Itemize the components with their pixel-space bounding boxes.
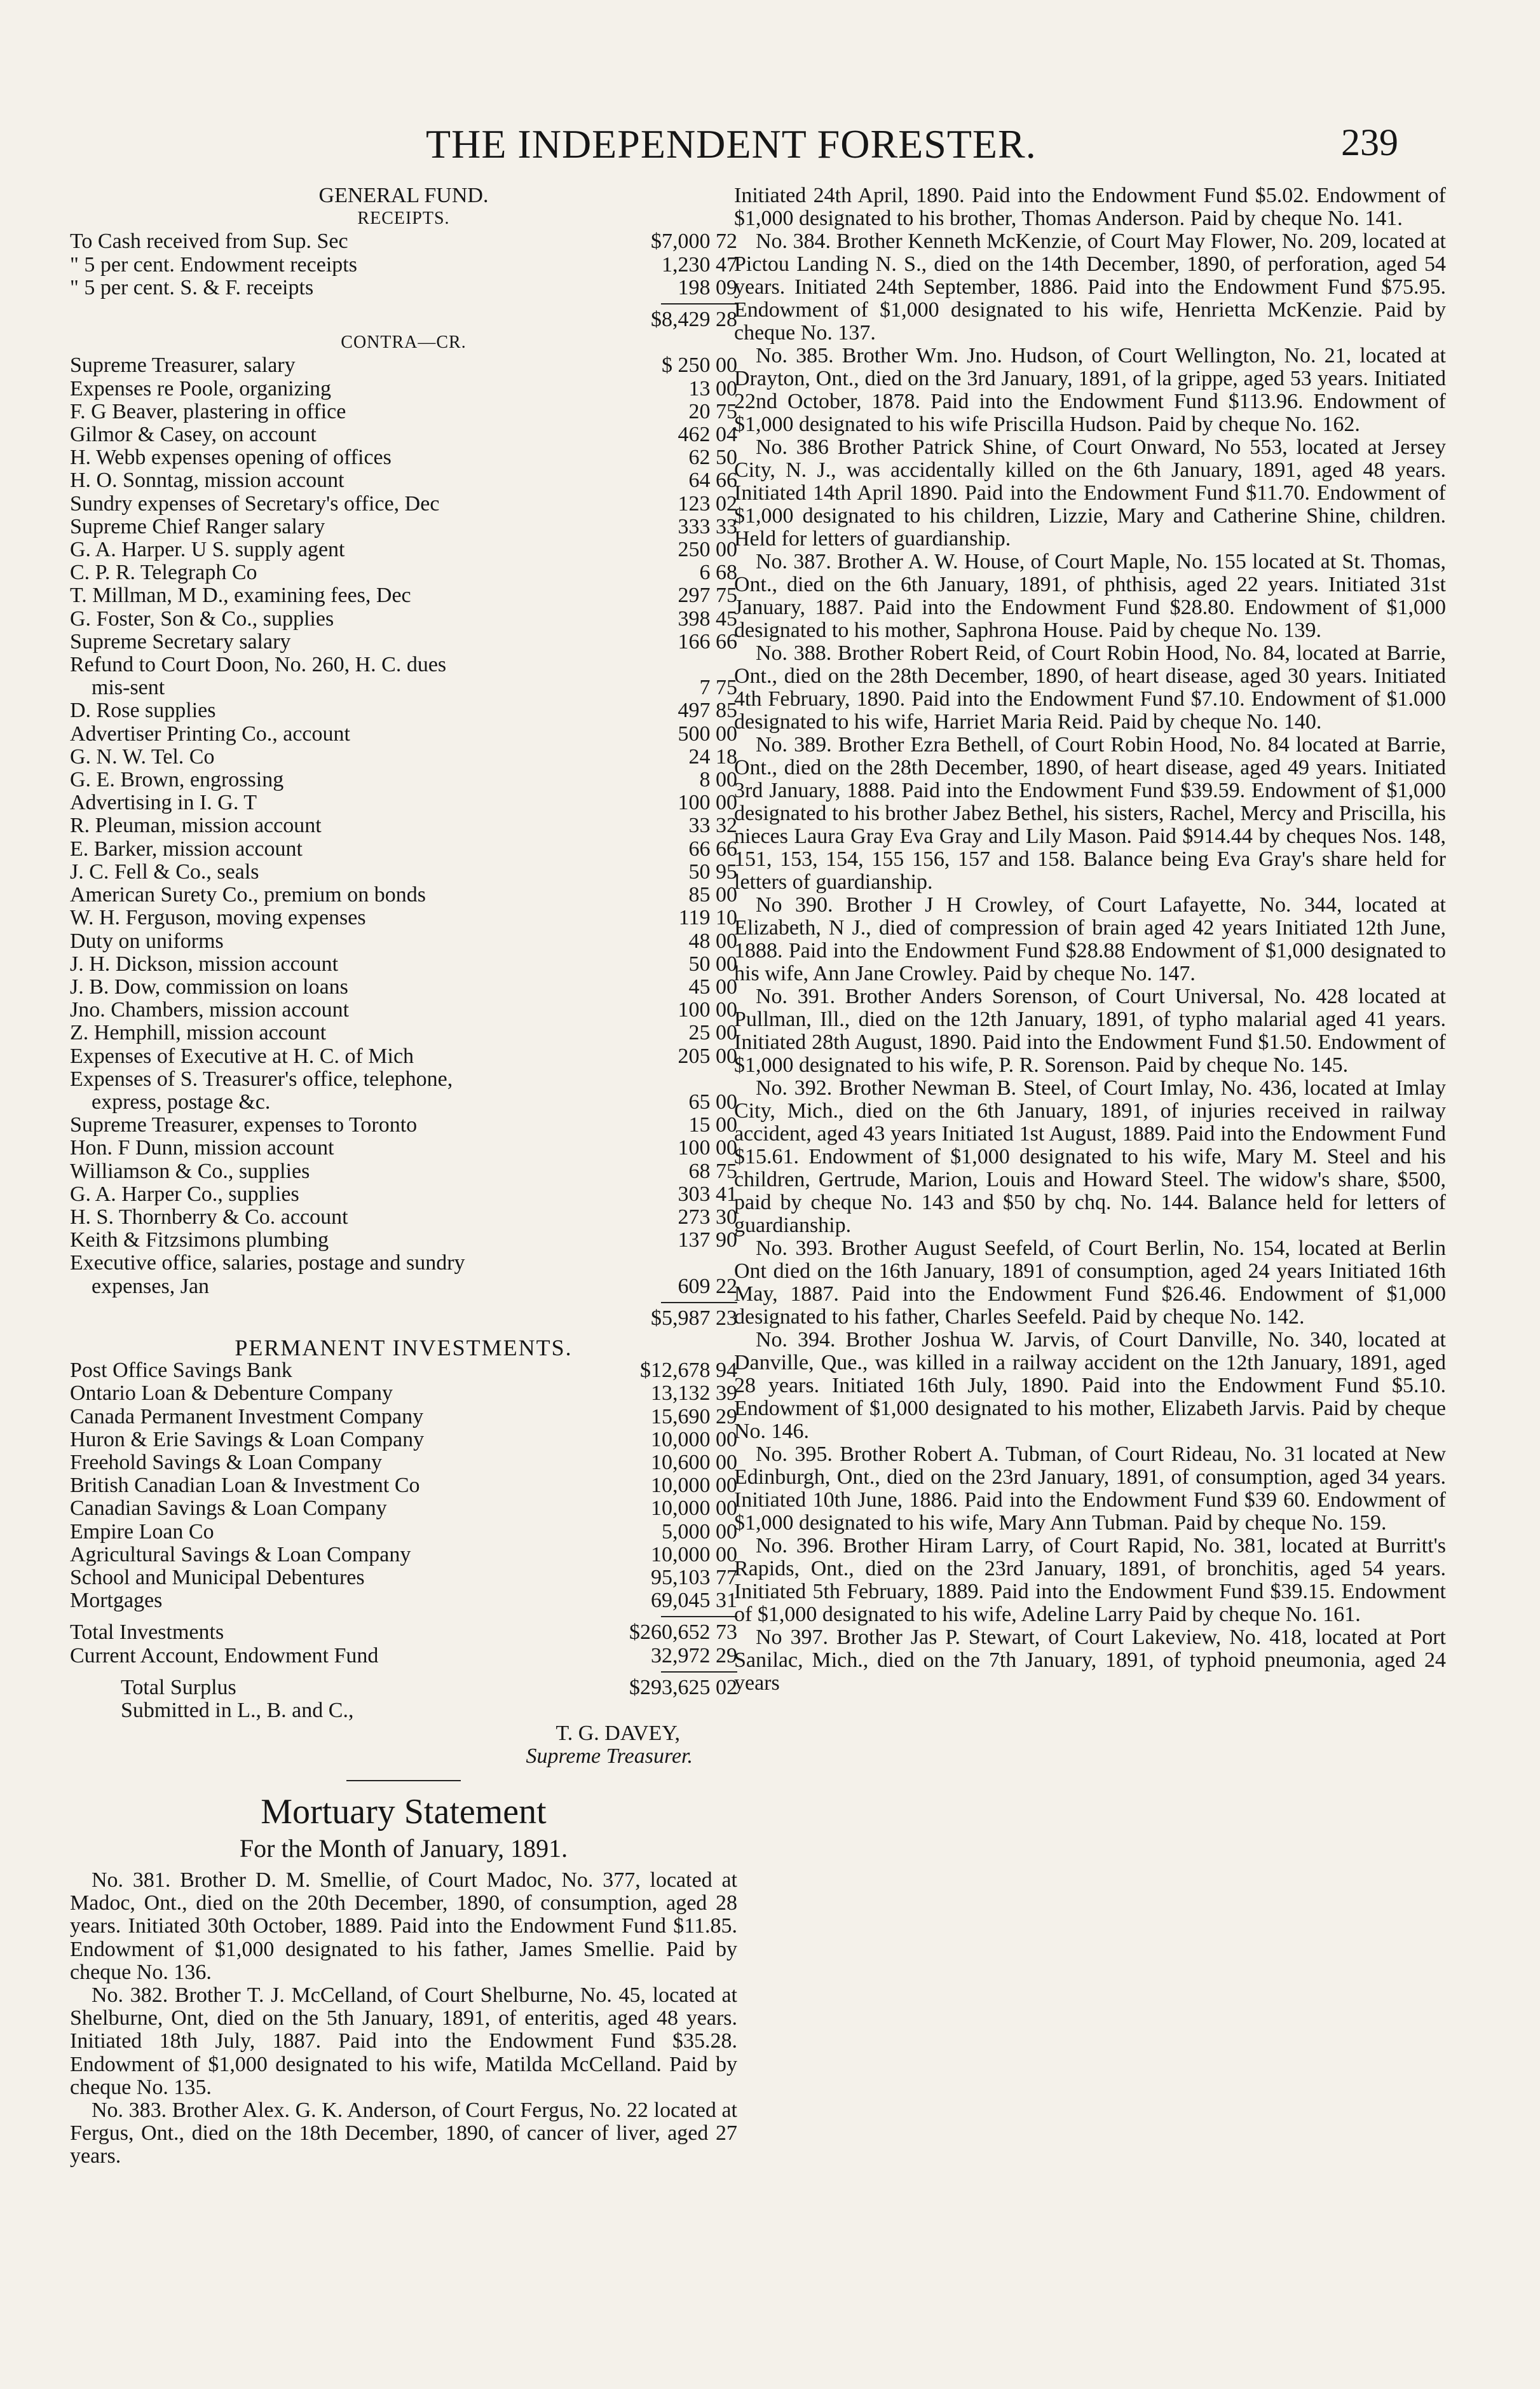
investment-description: Mortgages — [70, 1589, 163, 1613]
left-column — [70, 184, 737, 2168]
total-surplus — [70, 1676, 737, 1699]
contra-description: E. Barker, mission account — [70, 837, 303, 861]
contra-row — [70, 1045, 737, 1068]
contra-description: Advertising in I. G. T — [70, 791, 257, 815]
contra-amount: 137 90 — [678, 1228, 737, 1252]
total-investments-label: Total Investments — [70, 1621, 224, 1645]
contra-amount: $ 250 00 — [662, 353, 737, 378]
investment-row — [70, 1474, 737, 1497]
contra-description: Jno. Chambers, mission account — [70, 999, 350, 1022]
mortuary-entry: No. 388. Brother Robert Reid, of Court Robin Hood, No. 84, located at Barrie, Ont., died on the 28th December, 1890, of heart disease, aged 30 years. Initiated 4th February, 1890. Paid into the Endowment Fund $7.10. Endowment of $1.000 designated to his wife, Harriet Maria Reid. Paid by cheque No. 140. — [734, 641, 1446, 734]
investment-description: Agricultural Savings & Loan Company — [70, 1543, 411, 1566]
journal-title: THE INDEPENDENT FORESTER. — [426, 121, 1037, 167]
contra-amount — [626, 1252, 737, 1275]
contra-row — [70, 1275, 737, 1298]
contra-description: G. Foster, Son & Co., supplies — [70, 607, 334, 631]
contra-description: H. Webb expenses opening of offices — [70, 446, 392, 470]
mortuary-entry: No. 382. Brother T. J. McCelland, of Court Shelburne, No. 45, located at Shelburne, Ont, died on the 5th January, 1891, of enteritis, aged 48 years. Initiated 18th July, 1887. Paid into the Endowment Fund $35.28. Endowment of $1,000 designated to his wife, Matilda McCelland. Paid by cheque No. 135. — [70, 1983, 737, 2099]
contra-row — [70, 446, 737, 469]
investment-description: Empire Loan Co — [70, 1520, 214, 1544]
mortuary-entry: No. 395. Brother Robert A. Tubman, of Court Rideau, No. 31 located at New Edinburgh, Ont., died on the 23rd January, 1891, of consumption, aged 34 years. Initiated 10th June, 1886. Paid into the Endowment Fund $39 60. Endowment of $1,000 designated to his wife, Mary Ann Tubman. Paid by cheque No. 159. — [734, 1442, 1446, 1535]
contra-description: Expenses of Executive at H. C. of Mich — [70, 1044, 414, 1068]
contra-amount: 303 41 — [678, 1182, 737, 1206]
contra-amount: 48 00 — [688, 929, 737, 953]
receipts-total: $8,429 28 — [651, 308, 737, 332]
mortuary-entry: No. 389. Brother Ezra Bethell, of Court Robin Hood, No. 84 located at Barrie, Ont., died on the 28th December, 1890, of heart disease, aged 49 years. Initiated 3rd January, 1888. Paid into the Endowment Fund $39.59. Endowment of $1,000 designated to his brother Jabez Bethel, his sisters, Rachel, Mercy and Priscilla, his nieces Laura Gray Eva Gray and Lily Mason. Paid $914.44 by cheques Nos. 148, 151, 153, 154, 155 156, 157 and 158. Balance being Eva Gray's share held for letters of guardianship. — [734, 733, 1446, 894]
receipt-amount: 198 09 — [678, 275, 737, 299]
contra-amount: 45 00 — [688, 975, 737, 999]
contra-description: W. H. Ferguson, moving expenses — [70, 907, 366, 930]
contra-description: Williamson & Co., supplies — [70, 1160, 310, 1183]
contra-amount — [626, 654, 737, 676]
total-investments — [70, 1621, 737, 1644]
contra-row — [70, 1206, 737, 1229]
investment-amount: 10,000 00 — [651, 1427, 737, 1451]
mortuary-entry: No. 383. Brother Alex. G. K. Anderson, of Court Fergus, No. 22 located at Fergus, Ont., died on the 18th December, 1890, of cancer of liver, aged 27 years. — [70, 2098, 737, 2168]
right-column — [734, 184, 1446, 1695]
contra-amount: 33 32 — [688, 814, 737, 838]
receipt-amount: 1,230 47 — [662, 252, 737, 277]
contra-description: J. H. Dickson, mission account — [70, 952, 339, 976]
investment-amount: 69,045 31 — [651, 1589, 737, 1613]
investment-row — [70, 1406, 737, 1428]
contra-row — [70, 1068, 737, 1091]
mortuary-entry: Initiated 24th April, 1890. Paid into the Endowment Fund $5.02. Endowment of $1,000 designated to his brother, Thomas Anderson. Paid by cheque No. 141. — [734, 184, 1446, 230]
contra-row — [70, 930, 737, 953]
page-header — [407, 121, 1424, 172]
contra-description: Gilmor & Casey, on account — [70, 423, 317, 447]
contra-description: Advertiser Printing Co., account — [70, 722, 350, 746]
investment-description: Post Office Savings Bank — [70, 1359, 292, 1383]
mortuary-entry: No. 391. Brother Anders Sorenson, of Court Universal, No. 428 located at Pullman, Ill., died on the 12th January, 1891, of typho malarial aged 41 years. Initiated 28th August, 1890. Paid into the Endowment Fund $1.50. Endowment of $1,000 designated to his wife, P. R. Sorenson. Paid by cheque No. 145. — [734, 985, 1446, 1077]
investment-row — [70, 1451, 737, 1474]
contra-label: CONTRA—CR. — [341, 332, 467, 353]
contra-amount: 15 00 — [688, 1113, 737, 1137]
receipt-row — [70, 230, 737, 253]
contra-amount: 100 00 — [678, 791, 737, 815]
investments-title: PERMANENT INVESTMENTS. — [235, 1334, 573, 1360]
contra-row — [70, 516, 737, 538]
page-number: 239 — [1341, 121, 1398, 163]
contra-amount: 398 45 — [678, 606, 737, 631]
mortuary-entry: No. 387. Brother A. W. House, of Court Maple, No. 155 located at St. Thomas, Ont., died on the 6th January, 1891, of phthisis, aged 22 years. Initiated 31st January, 1887. Paid into the Endowment Fund $28.80. Endowment of $1,000 designated to his mother, Saphrona House. Paid by cheque No. 139. — [734, 550, 1446, 642]
section-divider — [346, 1780, 461, 1781]
contra-row — [70, 976, 737, 999]
mortuary-entry: No. 392. Brother Newman B. Steel, of Court Imlay, No. 436, located at Imlay City, Mich., died on the 6th January, 1891, of injuries received in railway accident, aged 43 years Initiated 1st August, 1889. Paid into the Endowment Fund $15.61. Endowment of $1,000 designated to his wife, Mary M. Steel and his children, Gertrude, Marion, Louis and Howard Steel. The widow's share, $500, paid by cheque No. 143 and $50 by chq. No. 144. Balance held for letters of guardianship. — [734, 1076, 1446, 1237]
contra-amount: 62 50 — [688, 446, 737, 470]
mortuary-entry: No. 394. Brother Joshua W. Jarvis, of Court Danville, No. 340, located at Danville, Que., was killed in a railway accident on the 12th January, 1891, aged 28 years. Initiated 16th July, 1890. Paid into the Endowment Fund $5.10. Endowment of $1,000 designated to his mother, Elizabeth Jarvis. Paid by cheque No. 146. — [734, 1328, 1446, 1443]
contra-amount: 13 00 — [688, 376, 737, 400]
investment-description: School and Municipal Debentures — [70, 1566, 365, 1589]
mortuary-title: Mortuary Statement — [261, 1791, 547, 1831]
current-account-amount: 32,972 29 — [651, 1643, 737, 1667]
contra-row — [70, 584, 737, 607]
mortuary-entry: No. 384. Brother Kenneth McKenzie, of Court May Flower, No. 209, located at Pictou Landing N. S., died on the 14th December, 1890, of perforation, aged 54 years. Initiated 24th September, 1886. Paid into the Endowment Fund $75.95. Endowment of $1,000 designated to his wife, Henrietta McKenzie. Paid by cheque No. 137. — [734, 229, 1446, 345]
receipt-row — [70, 277, 737, 299]
receipt-description: " 5 per cent. Endowment receipts — [70, 253, 357, 277]
investment-amount: 10,000 00 — [651, 1542, 737, 1566]
contra-description: G. A. Harper Co., supplies — [70, 1182, 299, 1206]
contra-row — [70, 493, 737, 516]
contra-description: H. O. Sonntag, mission account — [70, 469, 344, 493]
investment-description: British Canadian Loan & Investment Co — [70, 1474, 420, 1498]
mortuary-entry: No. 396. Brother Hiram Larry, of Court Rapid, No. 381, located at Burritt's Rapids, Ont., died on the 23rd January, 1891, of bronchitis, aged 54 years. Initiated 5th February, 1889. Paid into the Endowment Fund $39.15. Endowment of $1,000 designated to his wife, Adeline Larry Paid by cheque No. 161. — [734, 1534, 1446, 1626]
contra-amount: 333 33 — [678, 514, 737, 538]
mortuary-entries-right — [734, 184, 1446, 1695]
investment-amount: 10,600 00 — [651, 1450, 737, 1474]
contra-row — [70, 1229, 737, 1252]
contra-description: Hon. F Dunn, mission account — [70, 1137, 334, 1160]
contra-row — [70, 1160, 737, 1183]
submitted-line: Submitted in L., B. and C., — [121, 1699, 354, 1722]
total-investments-amount: $260,652 73 — [629, 1620, 737, 1645]
contra-amount: 205 00 — [678, 1044, 737, 1068]
contra-amount: 8 00 — [699, 768, 737, 792]
investment-description: Canadian Savings & Loan Company — [70, 1497, 387, 1521]
investment-row — [70, 1359, 737, 1382]
contra-description: T. Millman, M D., examining fees, Dec — [70, 584, 411, 608]
contra-description: Sundry expenses of Secretary's office, Dec — [70, 492, 440, 516]
contra-amount: 64 66 — [688, 469, 737, 493]
contra-description: G. N. W. Tel. Co — [70, 745, 215, 769]
contra-row — [70, 608, 737, 631]
contra-amount: 609 22 — [678, 1274, 737, 1298]
investment-row — [70, 1521, 737, 1544]
contra-amount: 25 00 — [688, 1021, 737, 1045]
contra-amount: 250 00 — [678, 538, 737, 562]
contra-amount: 100 00 — [678, 998, 737, 1022]
contra-description: F. G Beaver, plastering in office — [70, 400, 346, 423]
contra-row — [70, 1137, 737, 1160]
divider — [661, 303, 737, 305]
total-surplus-label: Total Surplus — [121, 1676, 236, 1699]
contra-amount — [626, 1068, 737, 1091]
contra-description: expenses, Jan — [92, 1275, 210, 1298]
receipt-amount: $7,000 72 — [651, 229, 737, 254]
contra-list — [70, 354, 737, 1297]
contra-row — [70, 723, 737, 746]
contra-row — [70, 654, 737, 676]
contra-row — [70, 814, 737, 837]
contra-total: $5,987 23 — [651, 1306, 737, 1330]
contra-description: Expenses of S. Treasurer's office, telephone, — [70, 1067, 453, 1091]
contra-description: Keith & Fitzsimons plumbing — [70, 1229, 329, 1252]
contra-row — [70, 769, 737, 791]
investment-description: Ontario Loan & Debenture Company — [70, 1382, 393, 1406]
contra-description: G. E. Brown, engrossing — [70, 769, 284, 792]
contra-description: Supreme Chief Ranger salary — [70, 515, 325, 538]
contra-row — [70, 699, 737, 722]
investment-amount: 5,000 00 — [662, 1519, 737, 1544]
contra-row — [70, 400, 737, 423]
contra-row — [70, 838, 737, 861]
investment-amount: 15,690 29 — [651, 1404, 737, 1428]
investment-row — [70, 1544, 737, 1566]
contra-amount: 123 02 — [678, 491, 737, 516]
contra-amount: 7 75 — [699, 676, 737, 700]
investment-row — [70, 1497, 737, 1520]
contra-description: express, postage &c. — [92, 1090, 271, 1114]
contra-description: H. S. Thornberry & Co. account — [70, 1205, 348, 1229]
mortuary-entry: No. 385. Brother Wm. Jno. Hudson, of Court Wellington, No. 21, located at Drayton, Ont., died on the 3rd January, 1891, of la grippe, aged 53 years. Initiated 22nd October, 1878. Paid into the Endowment Fund $113.96. Endowment of $1,000 designated to his wife Priscilla Hudson. Paid by cheque No. 162. — [734, 344, 1446, 436]
investment-amount: 95,103 77 — [651, 1565, 737, 1589]
mortuary-entry: No. 381. Brother D. M. Smellie, of Court Madoc, No. 377, located at Madoc, Ont., died on the 20th December, 1890, of consumption, aged 28 years. Initiated 30th October, 1889. Paid into the Endowment Fund $11.85. Endowment of $1,000 designated to his father, James Smellie. Paid by cheque No. 136. — [70, 1868, 737, 1984]
contra-amount: 462 04 — [678, 423, 737, 447]
contra-description: G. A. Harper. U S. supply agent — [70, 538, 345, 562]
contra-amount: 85 00 — [688, 883, 737, 907]
contra-description: Refund to Court Doon, No. 260, H. C. dues — [70, 654, 447, 677]
contra-amount: 497 85 — [678, 699, 737, 723]
current-account-label: Current Account, Endowment Fund — [70, 1644, 379, 1667]
contra-amount: 66 66 — [688, 837, 737, 861]
contra-row — [70, 1022, 737, 1044]
investment-amount: 13,132 39 — [651, 1381, 737, 1406]
total-surplus-amount: $293,625 02 — [629, 1675, 737, 1699]
investment-amount: 10,000 00 — [651, 1474, 737, 1498]
receipt-description: To Cash received from Sup. Sec — [70, 230, 348, 254]
contra-amount: 166 66 — [678, 629, 737, 654]
contra-description: D. Rose supplies — [70, 699, 216, 723]
investment-amount: $12,678 94 — [640, 1359, 737, 1383]
contra-description: J. B. Dow, commission on loans — [70, 975, 348, 999]
mortuary-entry: No 397. Brother Jas P. Stewart, of Court Lakeview, No. 418, located at Port Sanilac, Mich., died on the 7th January, 1891, of typhoid pneumonia, aged 24 years — [734, 1626, 1446, 1695]
contra-row — [70, 1114, 737, 1137]
contra-amount: 297 75 — [678, 584, 737, 608]
contra-description: Duty on uniforms — [70, 929, 224, 953]
investment-row — [70, 1589, 737, 1612]
contra-description: C. P. R. Telegraph Co — [70, 561, 257, 585]
contra-row — [70, 1252, 737, 1275]
contra-amount: 65 00 — [688, 1090, 737, 1114]
contra-description: Z. Hemphill, mission account — [70, 1022, 327, 1045]
mortuary-entry: No. 386 Brother Patrick Shine, of Court Onward, No 553, located at Jersey City, N. J., was accidentally killed on the 6th January, 1891, aged 48 years. Initiated 14th April 1890. Paid into the Endowment Fund $11.70. Endowment of $1,000 designated to his children, Lizzie, Mary and Catherine Shine, children. Held for letters of guardianship. — [734, 435, 1446, 551]
contra-description: Supreme Treasurer, salary — [70, 354, 296, 378]
contra-description: Supreme Treasurer, expenses to Toronto — [70, 1114, 418, 1137]
contra-row — [70, 861, 737, 884]
contra-description: mis-sent — [92, 676, 165, 700]
contra-row — [70, 354, 737, 377]
mortuary-entries-left — [70, 1869, 737, 2168]
contra-row — [70, 884, 737, 907]
contra-row — [70, 1091, 737, 1114]
contra-description: R. Pleuman, mission account — [70, 814, 322, 838]
investment-description: Canada Permanent Investment Company — [70, 1405, 424, 1428]
receipt-description: " 5 per cent. S. & F. receipts — [70, 276, 314, 299]
divider — [661, 1302, 737, 1303]
investment-description: Huron & Erie Savings & Loan Company — [70, 1428, 425, 1451]
contra-row — [70, 907, 737, 929]
contra-amount: 20 75 — [688, 399, 737, 423]
mortuary-subtitle: For the Month of January, 1891. — [239, 1833, 568, 1863]
current-account — [70, 1645, 737, 1667]
contra-amount: 500 00 — [678, 722, 737, 746]
contra-amount: 6 68 — [699, 561, 737, 585]
contra-amount: 68 75 — [688, 1159, 737, 1183]
investment-amount: 10,000 00 — [651, 1496, 737, 1521]
receipt-row — [70, 254, 737, 277]
contra-row — [70, 1183, 737, 1206]
contra-row — [70, 746, 737, 769]
mortuary-entry: No. 393. Brother August Seefeld, of Court Berlin, No. 154, located at Berlin Ont died on the 16th January, 1891 of consumption, aged 24 years Initiated 16th May, 1887. Paid into the Endowment Fund $26.46. Endowment of $1,000 designated to his father, Charles Seefeld. Paid by cheque No. 142. — [734, 1236, 1446, 1329]
divider — [661, 1671, 737, 1673]
contra-description: J. C. Fell & Co., seals — [70, 860, 259, 884]
contra-row — [70, 791, 737, 814]
receipts-label: RECEIPTS. — [357, 209, 450, 229]
contra-description: American Surety Co., premium on bonds — [70, 884, 426, 907]
divider — [661, 1616, 737, 1617]
investment-description: Freehold Savings & Loan Company — [70, 1451, 383, 1474]
contra-row — [70, 953, 737, 976]
contra-amount: 24 18 — [688, 744, 737, 769]
contra-row — [70, 378, 737, 400]
signer-name: T. G. DAVEY, — [555, 1722, 680, 1746]
contra-description: Expenses re Poole, organizing — [70, 377, 332, 400]
contra-row — [70, 469, 737, 492]
contra-row — [70, 999, 737, 1022]
contra-row — [70, 423, 737, 446]
investment-row — [70, 1428, 737, 1451]
signer-title: Supreme Treasurer. — [526, 1744, 693, 1769]
contra-row — [70, 561, 737, 584]
contra-amount: 50 95 — [688, 859, 737, 884]
contra-amount: 50 00 — [688, 952, 737, 976]
contra-amount: 100 00 — [678, 1136, 737, 1160]
contra-row — [70, 538, 737, 561]
investment-row — [70, 1382, 737, 1405]
general-fund-title: GENERAL FUND. — [318, 184, 489, 207]
contra-description: Supreme Secretary salary — [70, 630, 291, 654]
investment-row — [70, 1566, 737, 1589]
contra-row — [70, 631, 737, 654]
contra-amount: 273 30 — [678, 1205, 737, 1229]
investments-list — [70, 1359, 737, 1612]
receipts-list — [70, 230, 737, 299]
contra-row — [70, 676, 737, 699]
mortuary-entry: No 390. Brother J H Crowley, of Court Lafayette, No. 344, located at Elizabeth, N J., died of compression of brain aged 42 years Initiated 12th June, 1888. Paid into the Endowment Fund $28.88 Endowment of $1,000 designated to his wife, Ann Jane Crowley. Paid by cheque No. 147. — [734, 893, 1446, 985]
contra-amount: 119 10 — [678, 906, 737, 930]
contra-description: Executive office, salaries, postage and sundry — [70, 1252, 465, 1275]
